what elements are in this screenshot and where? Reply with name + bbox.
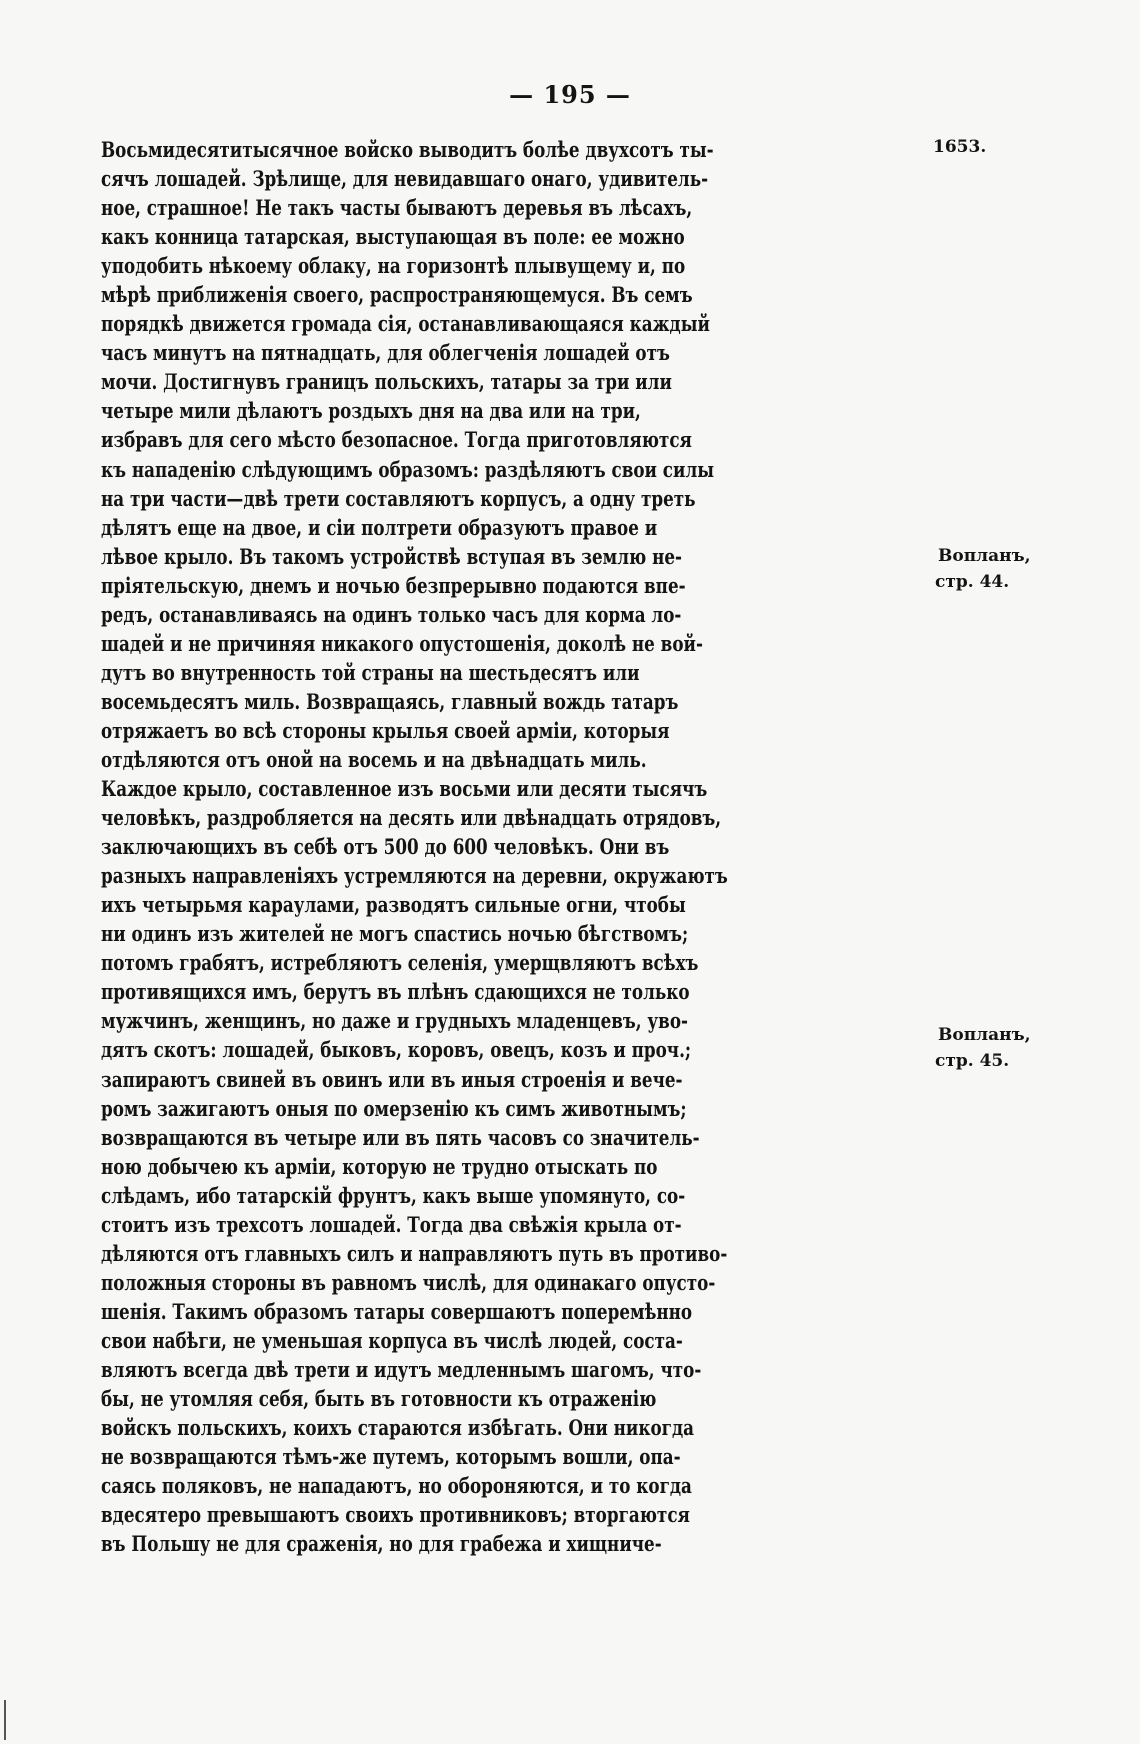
text-line: пріятельскую, днемъ и ночью безпрерывно подаются впе- bbox=[101, 573, 686, 599]
text-line: вляютъ всегда двѣ трети и идутъ медленнымъ шагомъ, что- bbox=[101, 1357, 702, 1383]
text-line: ромъ зажигаютъ оныя по омерзенію къ симъ животнымъ; bbox=[101, 1096, 687, 1122]
text-line: саясь поляковъ, не нападаютъ, но обороняются, и то когда bbox=[101, 1474, 692, 1500]
text-line: человѣкъ, раздробляется на десять или двѣнадцать отрядовъ, bbox=[101, 806, 722, 832]
text-line: въ Польшу не для сраженія, но для грабежа и хищниче- bbox=[101, 1532, 662, 1558]
text-line: четыре мили дѣлаютъ роздыхъ дня на два или на три, bbox=[101, 399, 641, 425]
text-line: ною добычею къ арміи, которую не трудно отыскать по bbox=[101, 1154, 658, 1180]
text-line: къ нападенію слѣдующимъ образомъ: раздѣляютъ свои силы bbox=[101, 457, 715, 483]
text-line: восемьдесятъ миль. Возвращаясь, главный вождь татаръ bbox=[101, 689, 679, 715]
text-line: шадей и не причиняя никакого опустошенія, доколѣ не вой- bbox=[101, 631, 703, 657]
text-line: бы, не утомляя себя, быть въ готовности къ отраженію bbox=[101, 1387, 657, 1413]
body-text bbox=[101, 136, 1101, 1559]
margin-reference-page: стр. 45. bbox=[935, 1051, 1010, 1071]
text-line: лѣвое крыло. Въ такомъ устройствѣ вступая въ землю не- bbox=[101, 544, 682, 570]
text-line: ихъ четырьмя караулами, разводятъ сильные огни, чтобы bbox=[101, 893, 686, 919]
text-line: войскъ польскихъ, коихъ стараются избѣгать. Они никогда bbox=[101, 1416, 694, 1442]
margin-year: 1653. bbox=[933, 137, 987, 157]
text-line: вдесятеро превышаютъ своихъ противниковъ; вторгаются bbox=[101, 1503, 690, 1529]
text-line: ное, страшное! Не такъ часты бываютъ деревья въ лѣсахъ, bbox=[101, 196, 693, 222]
margin-reference-author: Вопланъ, bbox=[938, 546, 1031, 566]
text-line: мочи. Достигнувъ границъ польскихъ, татары за три или bbox=[101, 370, 672, 396]
text-line: сячъ лошадей. Зрѣлище, для невидавшаго онаго, удивитель- bbox=[101, 167, 709, 193]
text-line: избравъ для сего мѣсто безопасное. Тогда приготовляются bbox=[101, 428, 692, 454]
text-line: стоитъ изъ трехсотъ лошадей. Тогда два свѣжія крыла от- bbox=[101, 1212, 682, 1238]
text-line: Каждое крыло, составленное изъ восьми или десяти тысячъ bbox=[101, 777, 708, 803]
text-line: редъ, останавливаясь на одинъ только часъ для корма ло- bbox=[101, 602, 682, 628]
text-line: дятъ скотъ: лошадей, быковъ, коровъ, овецъ, козъ и проч.; bbox=[101, 1038, 692, 1064]
text-line: дѣляются отъ главныхъ силъ и направляютъ путь въ противо- bbox=[101, 1241, 728, 1267]
text-line: ни одинъ изъ жителей не могъ спастись ночью бѣгствомъ; bbox=[101, 922, 689, 948]
text-line: дѣлятъ еще на двое, и сіи полтрети образуютъ правое и bbox=[101, 515, 658, 541]
text-line: порядкѣ движется громада сія, останавливающаяся каждый bbox=[101, 312, 710, 338]
margin-reference-author: Вопланъ, bbox=[938, 1025, 1031, 1045]
text-line: разныхъ направленіяхъ устремляются на деревни, окружаютъ bbox=[101, 864, 728, 890]
text-line: заключающихъ въ себѣ отъ 500 до 600 человѣкъ. Они въ bbox=[101, 835, 670, 861]
text-line: уподобить нѣкоему облаку, на горизонтѣ плывущему и, по bbox=[101, 254, 686, 280]
text-line: какъ конница татарская, выступающая въ поле: ее можно bbox=[101, 225, 685, 251]
text-line: отряжаетъ во всѣ стороны крылья своей арміи, которыя bbox=[101, 718, 670, 744]
text-line: Восьмидесятитысячное войско выводитъ болѣе двухсотъ ты- bbox=[101, 138, 714, 163]
text-line: мѣрѣ приближенія своего, распространяющемуся. Въ семъ bbox=[101, 283, 693, 309]
text-line: дутъ во внутренность той страны на шестьдесятъ или bbox=[101, 660, 640, 686]
margin-reference-page: стр. 44. bbox=[935, 572, 1010, 592]
text-line: потомъ грабятъ, истребляютъ селенія, умерщвляютъ всѣхъ bbox=[101, 951, 699, 977]
text-line: на три части—двѣ трети составляютъ корпусъ, а одну треть bbox=[101, 486, 696, 512]
page-number: — 195 — bbox=[509, 80, 631, 109]
text-line: противящихся имъ, берутъ въ плѣнъ сдающихся не только bbox=[101, 980, 690, 1006]
text-line: слѣдамъ, ибо татарскій фрунтъ, какъ выше упомянуто, со- bbox=[101, 1183, 686, 1209]
text-line: отдѣляются отъ оной на восемь и на двѣнадцать миль. bbox=[101, 747, 647, 773]
page-edge-mark bbox=[4, 1700, 6, 1740]
text-line: не возвращаются тѣмъ-же путемъ, которымъ вошли, опа- bbox=[101, 1445, 681, 1471]
text-line: возвращаются въ четыре или въ пять часовъ со значитель- bbox=[101, 1125, 700, 1151]
text-line: шенія. Такимъ образомъ татары совершаютъ поперемѣнно bbox=[101, 1299, 693, 1325]
text-line: запираютъ свиней въ овинъ или въ иныя строенія и вече- bbox=[101, 1067, 683, 1093]
text-line: положныя стороны въ равномъ числѣ, для одинакаго опусто- bbox=[101, 1270, 716, 1296]
text-line: часъ минутъ на пятнадцать, для облегченія лошадей отъ bbox=[101, 341, 670, 367]
text-line: мужчинъ, женщинъ, но даже и грудныхъ младенцевъ, уво- bbox=[101, 1009, 688, 1035]
text-line: свои набѣги, не уменьшая корпуса въ числѣ людей, соста- bbox=[101, 1328, 683, 1354]
